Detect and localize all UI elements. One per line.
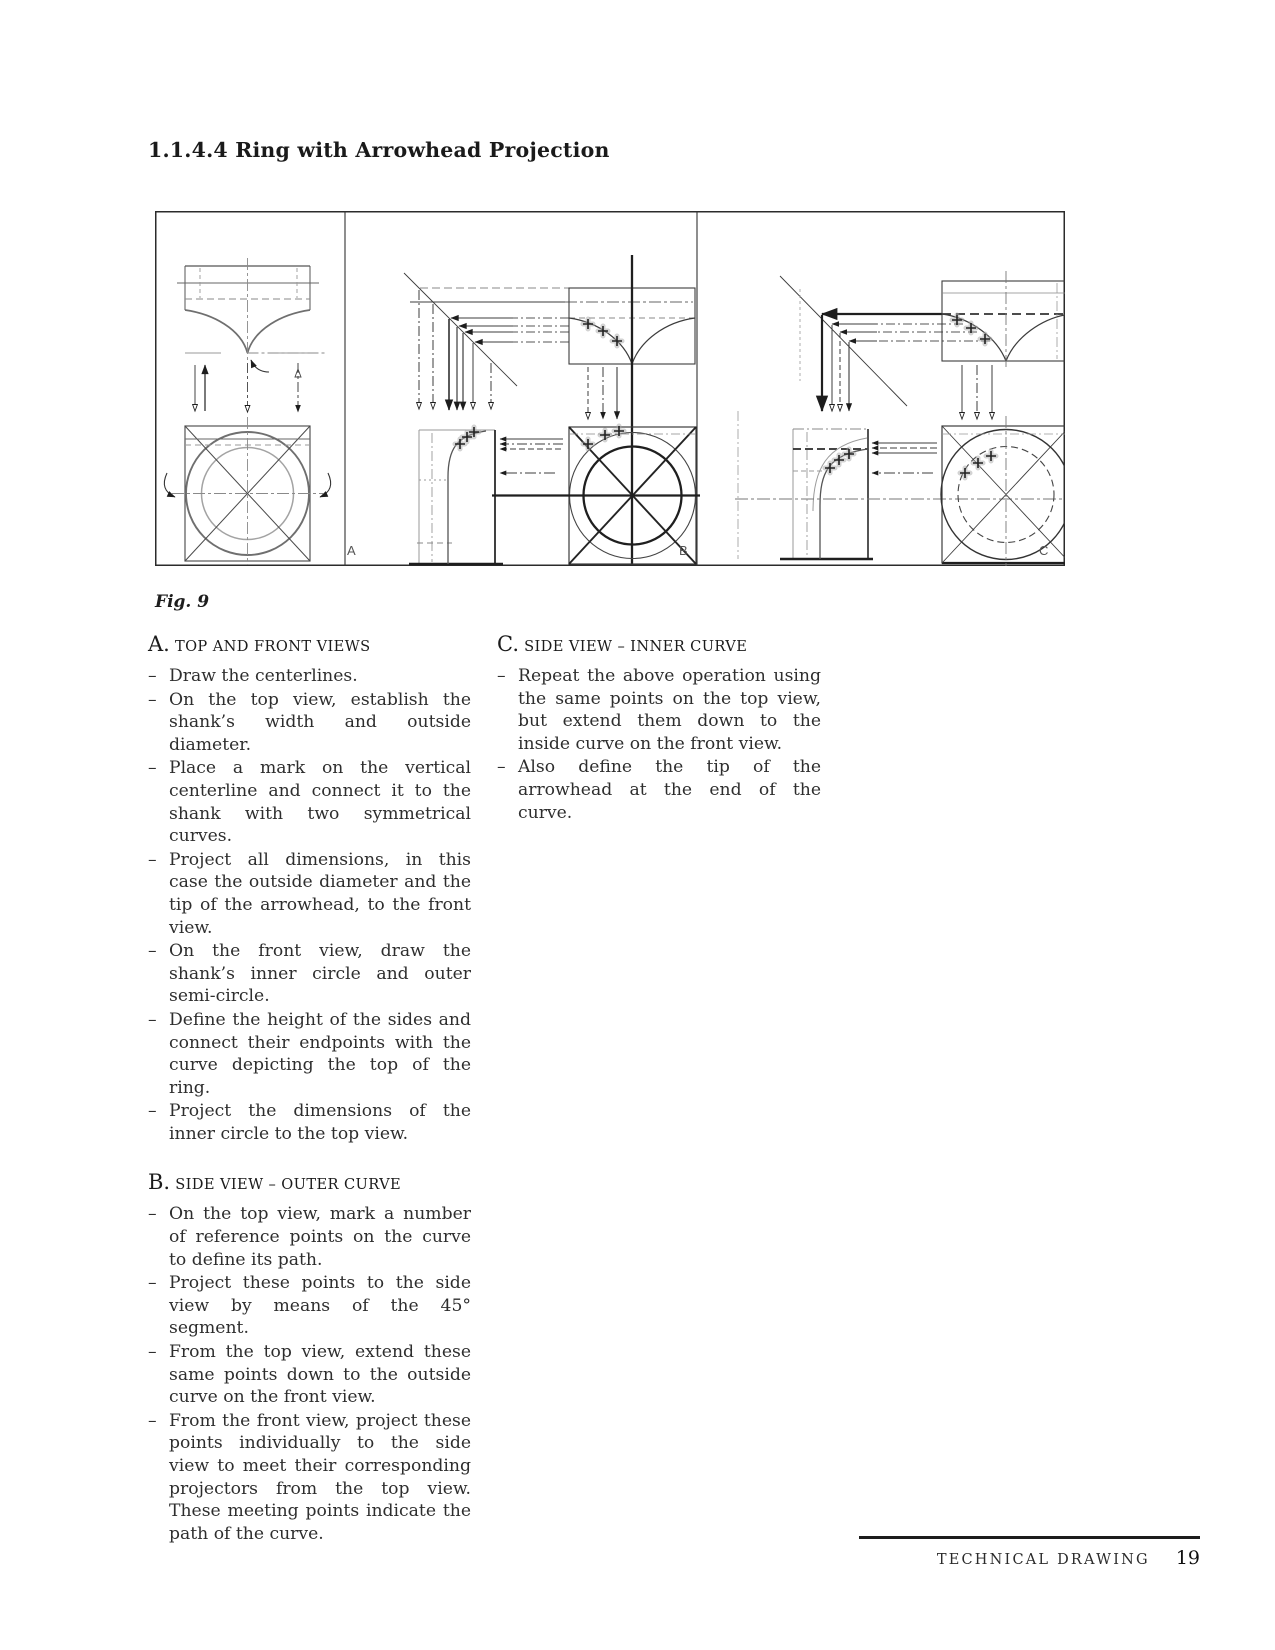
item-dash: – — [148, 1410, 157, 1431]
figure-drawing — [155, 211, 1065, 566]
running-title: TECHNICAL DRAWING — [936, 1552, 1150, 1568]
figure-caption: Fig. 9 — [155, 592, 210, 612]
item-text: Also define the tip of the arrowhead at the end of the curve. — [518, 757, 821, 823]
item-dash: – — [148, 1273, 157, 1294]
list-item — [148, 689, 471, 757]
list-item — [148, 849, 471, 939]
list-item — [148, 1009, 471, 1099]
section-c-title: SIDE VIEW – INNER CURVE — [524, 638, 748, 655]
item-text: Define the height of the sides and connect their endpoints with the curve depicting the top of the ring. — [169, 1009, 471, 1098]
section-a-title: TOP AND FRONT VIEWS — [174, 638, 371, 655]
section-c-letter: C. — [497, 632, 519, 656]
item-dash: – — [497, 757, 506, 778]
section-a-letter: A. — [148, 632, 170, 656]
item-text: On the front view, draw the shank’s inner circle and outer semi-circle. — [169, 941, 471, 1007]
panel-c-drawing — [735, 271, 1065, 566]
section-a — [148, 632, 471, 1145]
list-item — [148, 1272, 471, 1340]
list-item — [148, 1100, 471, 1145]
item-dash: – — [148, 689, 157, 710]
item-dash: – — [497, 666, 506, 686]
list-item — [497, 756, 821, 824]
item-text: Project all dimensions, in this case the outside diameter and the tip of the arrowhead, to the front view. — [169, 849, 471, 938]
item-text: Place a mark on the vertical centerline and connect it to the shank with two symmetrical curves. — [169, 758, 471, 847]
list-item — [148, 940, 471, 1008]
section-b-letter: B. — [148, 1170, 171, 1195]
column-right — [497, 632, 821, 824]
footer-rule — [859, 1536, 1200, 1539]
item-text: On the top view, mark a number of reference points on the curve to define its path. — [169, 1204, 471, 1270]
figure-9 — [155, 211, 1065, 566]
list-item — [148, 1410, 471, 1546]
list-item — [148, 757, 471, 847]
item-text: Draw the centerlines. — [169, 666, 358, 686]
panel-label-a: A — [347, 543, 356, 558]
item-dash: – — [148, 849, 157, 870]
section-b-title: SIDE VIEW – OUTER CURVE — [175, 1176, 402, 1194]
panel-b-drawing — [404, 255, 700, 564]
section-heading: 1.1.4.4 Ring with Arrowhead Projection — [148, 138, 610, 162]
item-text: Project the dimensions of the inner circle to the top view. — [169, 1101, 471, 1144]
item-dash: – — [148, 1101, 157, 1122]
section-b — [148, 1170, 471, 1545]
section-c — [497, 632, 821, 824]
page-footer — [0, 1547, 1200, 1569]
item-dash: – — [148, 758, 157, 779]
item-text: Repeat the above operation using the same points on the top view, but extend them down to the inside curve on the front view. — [518, 666, 821, 754]
list-item — [497, 665, 821, 755]
item-dash: – — [148, 1009, 157, 1030]
panel-a-drawing — [164, 258, 330, 565]
item-dash: – — [148, 1342, 157, 1363]
list-item — [148, 1341, 471, 1409]
page-number: 19 — [1175, 1547, 1200, 1569]
list-item — [148, 665, 471, 688]
item-text: On the top view, establish the shank’s width and outside diameter. — [169, 689, 471, 755]
item-text: Project these points to the side view by means of the 45° segment. — [169, 1273, 471, 1339]
section-a-heading — [148, 632, 471, 656]
panel-label-c: C — [1039, 543, 1049, 558]
item-text: From the front view, project these points individually to the side view to meet their corresponding projectors from the top view. These meeting points indicate the path of the curve. — [169, 1410, 471, 1544]
column-left — [148, 632, 471, 1545]
panel-label-b: B — [679, 543, 688, 558]
item-dash: – — [148, 1204, 157, 1225]
item-dash: – — [148, 666, 157, 686]
section-b-heading — [148, 1170, 471, 1194]
item-dash: – — [148, 941, 157, 962]
section-c-heading — [497, 632, 821, 656]
list-item — [148, 1203, 471, 1271]
item-text: From the top view, extend these same points down to the outside curve on the front view. — [169, 1342, 471, 1408]
